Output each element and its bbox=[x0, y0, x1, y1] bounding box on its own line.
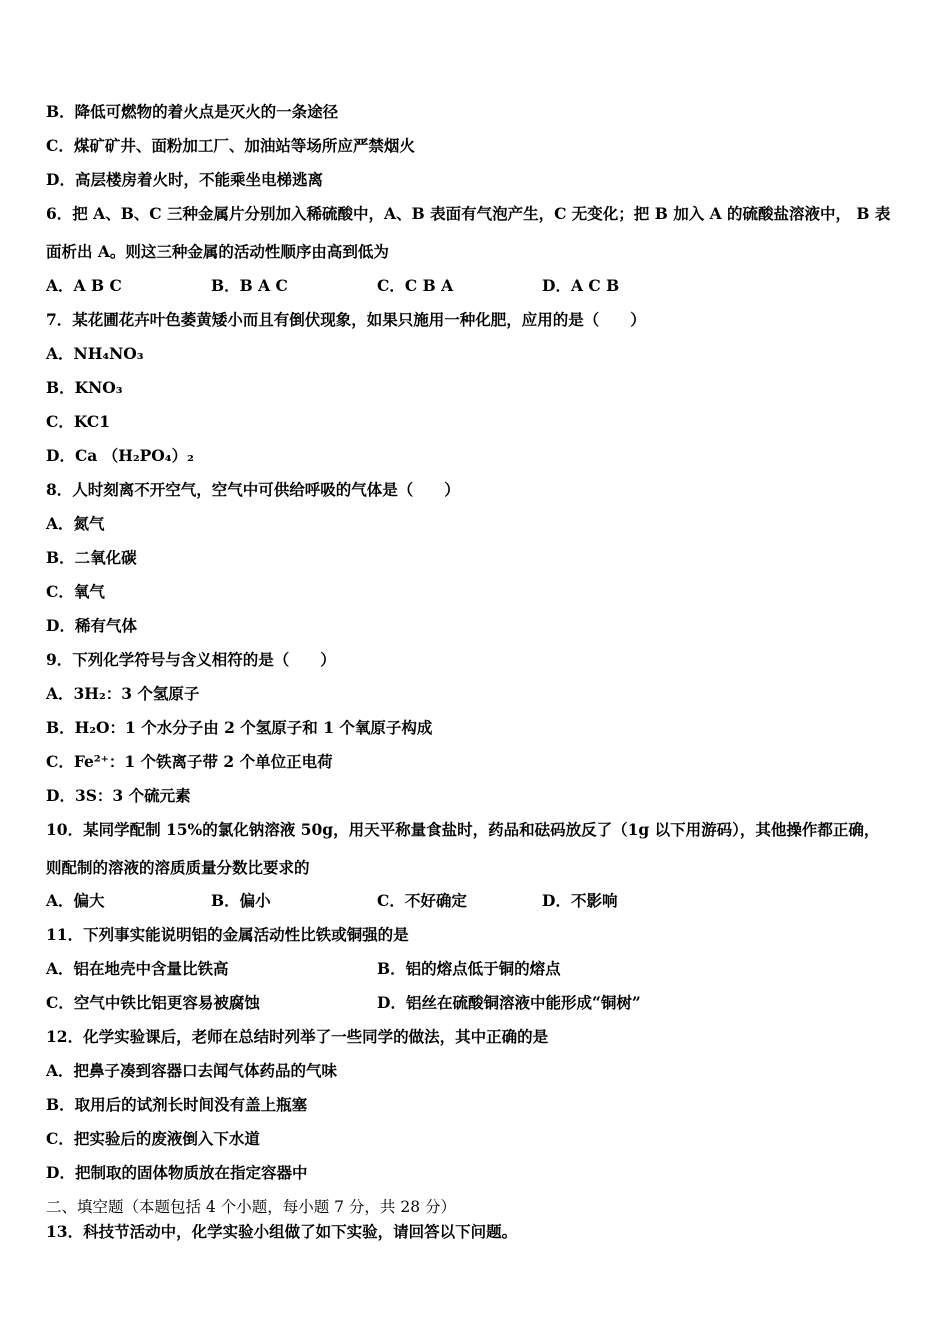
q11-option-c: C．空气中铁比铝更容易被腐蚀 bbox=[46, 993, 260, 1012]
q5-option-d: D．高层楼房着火时，不能乘坐电梯逃离 bbox=[46, 170, 323, 189]
q6-stem-line2: 面析出 A。则这三种金属的活动性顺序由高到低为 bbox=[46, 242, 389, 261]
q11-option-b: B．铝的熔点低于铜的熔点 bbox=[377, 959, 561, 978]
q6-option-c: C．C B A bbox=[377, 276, 454, 295]
q6-option-a: A．A B C bbox=[46, 276, 122, 295]
q12-option-a: A．把鼻子凑到容器口去闻气体药品的气味 bbox=[46, 1061, 338, 1080]
q6-stem-line1: 6．把 A、B、C 三种金属片分别加入稀硫酸中，A、B 表面有气泡产生，C 无变化；把 B 加入 A 的硫酸盐溶液中， B 表 bbox=[46, 204, 891, 223]
q7-option-a: A．NH₄NO₃ bbox=[46, 344, 144, 363]
q8-option-d: D．稀有气体 bbox=[46, 616, 137, 635]
q7-option-d: D．Ca （H₂PO₄）₂ bbox=[46, 446, 194, 465]
q10-stem-line2: 则配制的溶液的溶质质量分数比要求的 bbox=[46, 858, 310, 877]
q5-option-b: B．降低可燃物的着火点是灭火的一条途径 bbox=[46, 102, 339, 121]
q11-stem: 11．下列事实能说明铝的金属活动性比铁或铜强的是 bbox=[46, 925, 409, 944]
q5-option-c: C．煤矿矿井、面粉加工厂、加油站等场所应严禁烟火 bbox=[46, 136, 415, 155]
q9-option-c: C．Fe²⁺：1 个铁离子带 2 个单位正电荷 bbox=[46, 752, 333, 771]
q8-option-a: A．氮气 bbox=[46, 514, 105, 533]
q10-option-a: A．偏大 bbox=[46, 891, 105, 910]
q9-option-a: A．3H₂：3 个氢原子 bbox=[46, 684, 200, 703]
q13-stem: 13．科技节活动中，化学实验小组做了如下实验，请回答以下问题。 bbox=[46, 1222, 518, 1241]
q11-options-row2 bbox=[0, 993, 950, 1013]
q9-stem: 9．下列化学符号与含义相符的是（ ） bbox=[46, 650, 336, 669]
q12-option-c: C．把实验后的废液倒入下水道 bbox=[46, 1129, 260, 1148]
q11-options-row1 bbox=[0, 959, 950, 979]
q12-option-b: B．取用后的试剂长时间没有盖上瓶塞 bbox=[46, 1095, 308, 1114]
q11-option-a: A．铝在地壳中含量比铁高 bbox=[46, 959, 229, 978]
q7-option-c: C．KC1 bbox=[46, 412, 111, 431]
q12-option-d: D．把制取的固体物质放在指定容器中 bbox=[46, 1163, 308, 1182]
q10-stem-line1: 10．某同学配制 15%的氯化钠溶液 50g，用天平称量食盐时，药品和砝码放反了（1g 以下用游码），其他操作都正确， bbox=[46, 820, 880, 839]
q7-option-b: B．KNO₃ bbox=[46, 378, 123, 397]
q10-option-b: B．偏小 bbox=[211, 891, 271, 910]
q9-option-b: B．H₂O：1 个水分子由 2 个氢原子和 1 个氧原子构成 bbox=[46, 718, 433, 737]
q12-stem: 12．化学实验课后，老师在总结时列举了一些同学的做法，其中正确的是 bbox=[46, 1027, 549, 1046]
section2-heading: 二、填空题（本题包括 4 个小题，每小题 7 分，共 28 分） bbox=[46, 1198, 457, 1216]
q10-option-d: D．不影响 bbox=[542, 891, 618, 910]
q10-option-c: C．不好确定 bbox=[377, 891, 467, 910]
q6-option-d: D．A C B bbox=[542, 276, 620, 295]
q11-option-d: D．铝丝在硫酸铜溶液中能形成“铜树” bbox=[377, 993, 641, 1012]
q10-options bbox=[0, 891, 950, 911]
q9-option-d: D．3S：3 个硫元素 bbox=[46, 786, 191, 805]
q7-stem: 7．某花圃花卉叶色萎黄矮小而且有倒伏现象，如果只施用一种化肥，应用的是（ ） bbox=[46, 310, 646, 329]
q8-option-b: B．二氧化碳 bbox=[46, 548, 137, 567]
q6-options bbox=[0, 276, 950, 296]
q6-option-b: B．B A C bbox=[211, 276, 288, 295]
q8-stem: 8．人时刻离不开空气，空气中可供给呼吸的气体是（ ） bbox=[46, 480, 460, 499]
q8-option-c: C．氧气 bbox=[46, 582, 105, 601]
